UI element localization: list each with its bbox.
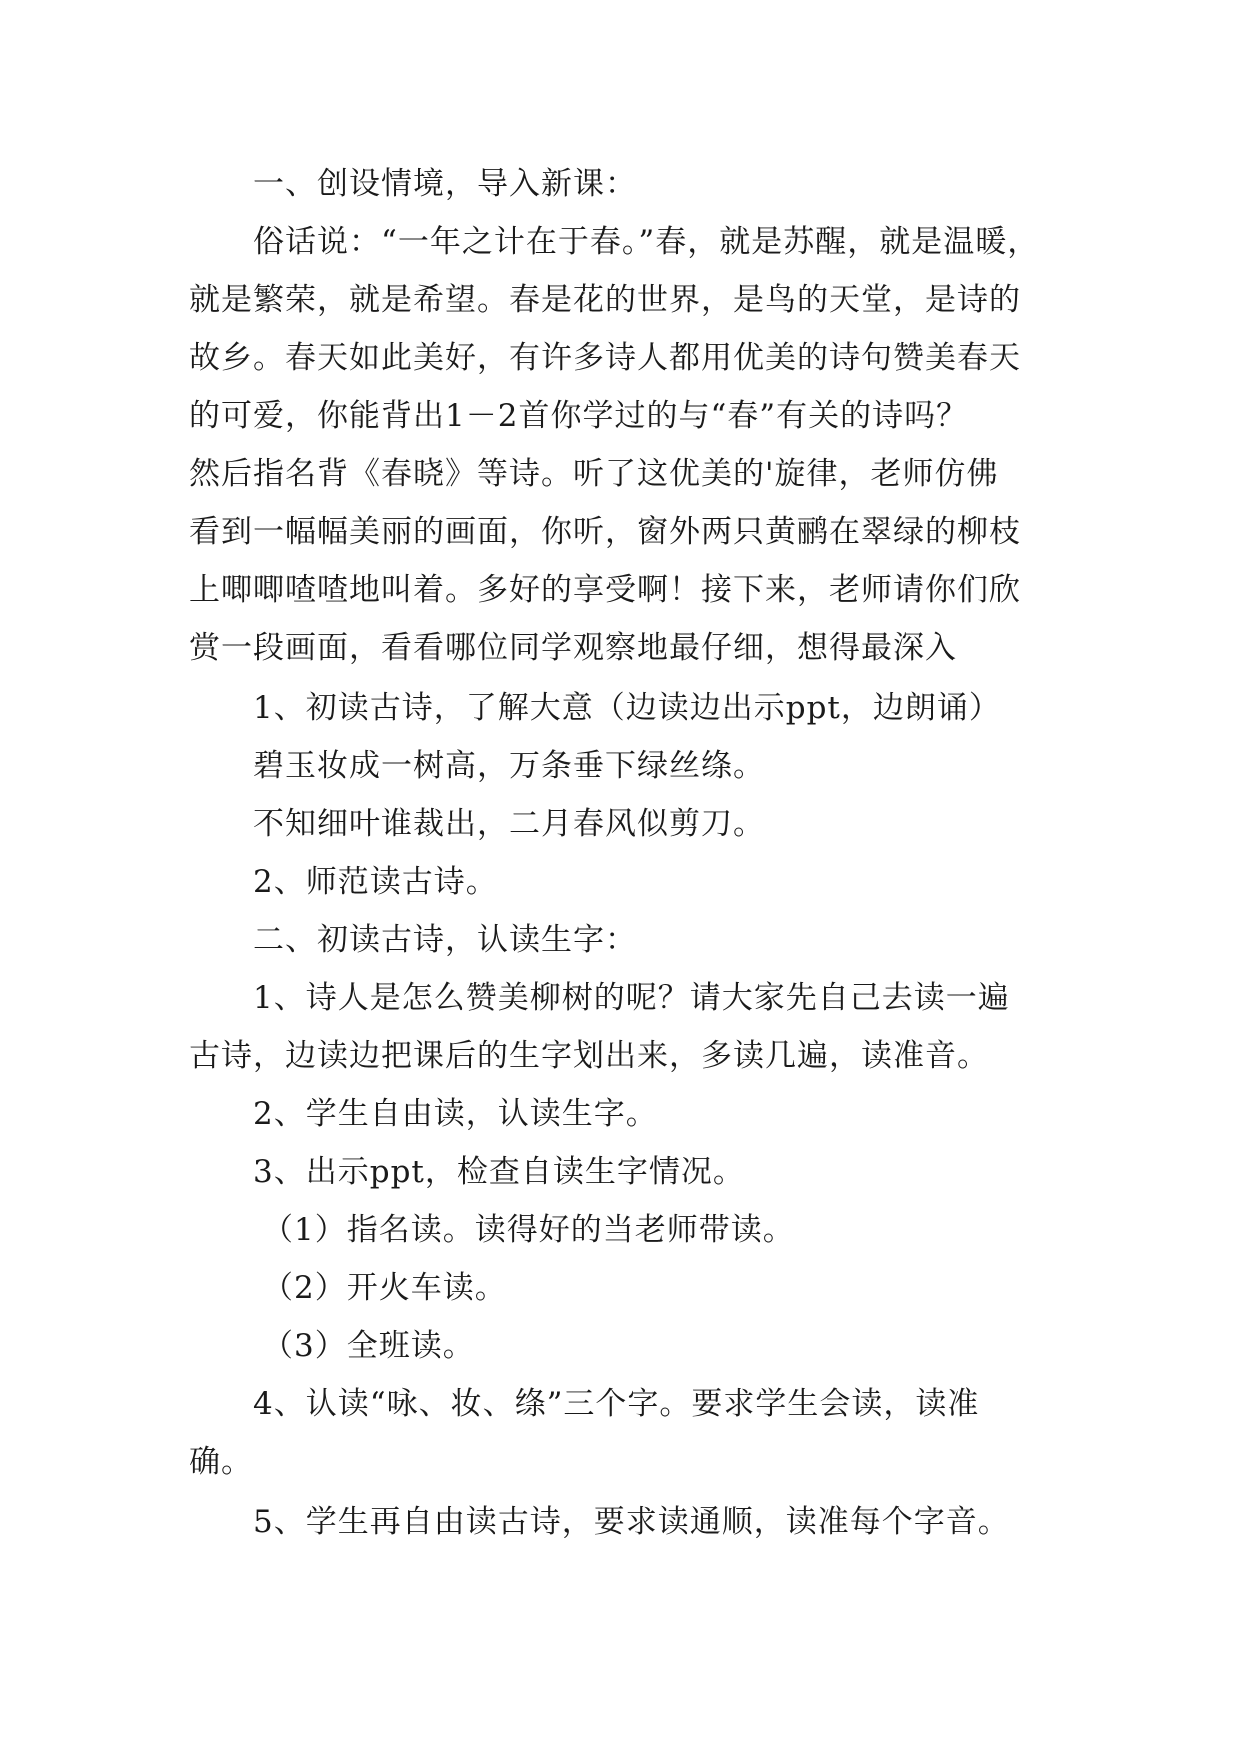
sub-list-item: （2）开火车读。 [262, 1270, 507, 1306]
paragraph-line: 就是繁荣，就是希望。春是花的世界，是鸟的天堂，是诗的 [189, 282, 1021, 318]
section-heading-1: 一、创设情境，导入新课： [253, 166, 637, 202]
list-item: 2、学生自由读，认读生字。 [253, 1096, 658, 1132]
paragraph-line: 确。 [189, 1444, 253, 1480]
paragraph-line: 看到一幅幅美丽的画面，你听，窗外两只黄鹂在翠绿的柳枝 [189, 514, 1021, 550]
section-heading-2: 二、初读古诗，认读生字： [253, 922, 637, 958]
paragraph-line: 上唧唧喳喳地叫着。多好的享受啊！接下来，老师请你们欣 [189, 572, 1021, 608]
poem-line: 不知细叶谁裁出，二月春风似剪刀。 [253, 806, 765, 842]
list-item: 1、诗人是怎么赞美柳树的呢？请大家先自己去读一遍 [253, 980, 1010, 1016]
paragraph-line: 的可爱，你能背出1－2首你学过的与“春”有关的诗吗？ [189, 398, 969, 434]
list-item: 4、认读“咏、妆、绦”三个字。要求学生会读，读准 [253, 1386, 980, 1422]
paragraph-line: 故乡。春天如此美好，有许多诗人都用优美的诗句赞美春天 [189, 340, 1021, 376]
paragraph-line: 古诗，边读边把课后的生字划出来，多读几遍，读准音。 [189, 1038, 989, 1074]
sub-list-item: （1）指名读。读得好的当老师带读。 [262, 1212, 795, 1248]
list-item: 3、出示ppt，检查自读生字情况。 [253, 1154, 745, 1190]
paragraph-line: 赏一段画面，看看哪位同学观察地最仔细，想得最深入 [189, 630, 957, 666]
paragraph-line: 然后指名背《春晓》等诗。听了这优美的'旋律，老师仿佛 [189, 456, 999, 492]
sub-list-item: （3）全班读。 [262, 1328, 475, 1364]
list-item: 2、师范读古诗。 [253, 864, 498, 900]
list-item: 5、学生再自由读古诗，要求读通顺，读准每个字音。 [253, 1504, 1010, 1540]
list-item: 1、初读古诗，了解大意（边读边出示ppt，边朗诵） [253, 690, 1001, 726]
poem-line: 碧玉妆成一树高，万条垂下绿丝绦。 [253, 748, 765, 784]
paragraph-line: 俗话说：“一年之计在于春。”春，就是苏醒，就是温暖， [253, 224, 1040, 260]
